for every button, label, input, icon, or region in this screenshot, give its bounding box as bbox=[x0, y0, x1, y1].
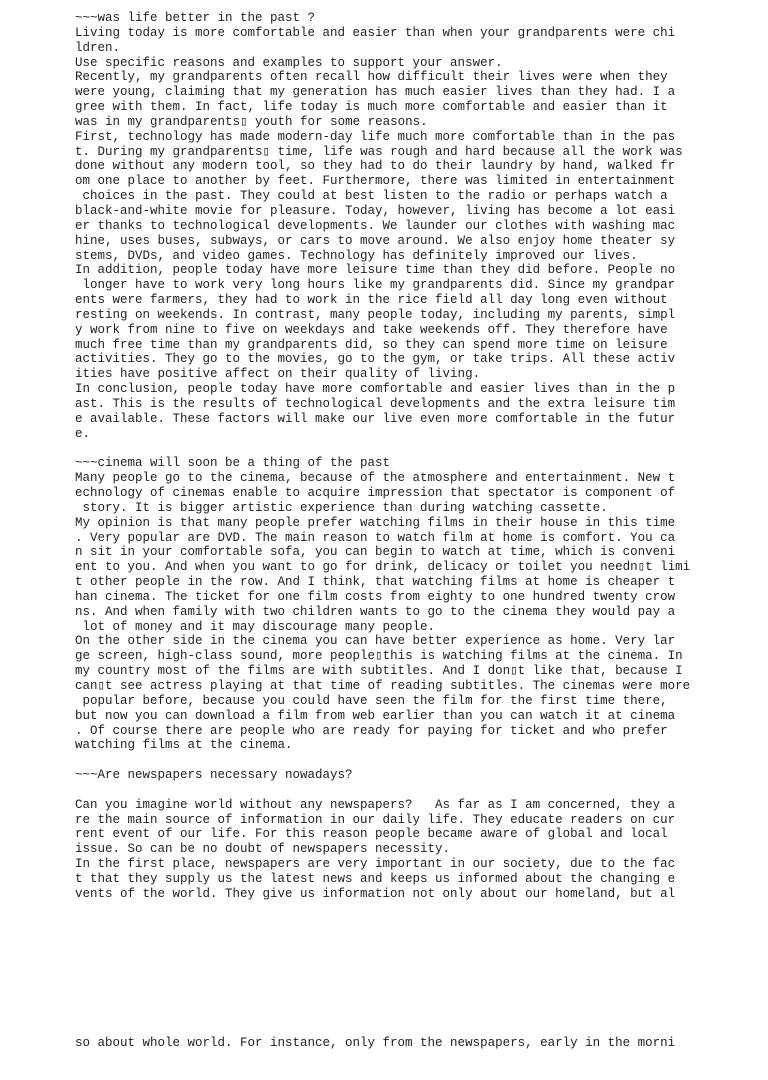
text-line: In addition, people today have more leisure time than they did before. People no bbox=[75, 263, 676, 278]
text-line: In conclusion, people today have more comfortable and easier lives than in the p bbox=[75, 382, 676, 397]
text-line: e available. These factors will make our live even more comfortable in the futur bbox=[75, 411, 676, 426]
text-line bbox=[75, 753, 755, 768]
text-line: gree with them. In fact, life today is much more comfortable and easier than it bbox=[75, 100, 668, 115]
text-line: hine, uses buses, subways, or cars to move around. We also enjoy home theater sy bbox=[75, 233, 676, 248]
text-line: done without any modern tool, so they had to do their laundry by hand, walked fr bbox=[75, 159, 676, 174]
text-line: n sit in your comfortable sofa, you can begin to watch at time, which is conveni bbox=[75, 545, 676, 560]
text-line: t that they supply us the latest news and keeps us informed about the changing e bbox=[75, 871, 676, 886]
text-line: . Of course there are people who are ready for paying for ticket and who prefer bbox=[75, 723, 668, 738]
text-line: . Very popular are DVD. The main reason to watch film at home is comfort. You ca bbox=[75, 530, 676, 545]
text-line: e. bbox=[75, 426, 91, 441]
text-line: popular before, because you could have seen the film for the first time there, bbox=[75, 693, 668, 708]
text-line: ents were farmers, they had to work in the rice field all day long even without bbox=[75, 293, 668, 308]
text-line: han cinema. The ticket for one film costs from eighty to one hundred twenty crow bbox=[75, 589, 676, 604]
text-line: t. During my grandparents▯ time, life was rough and hard because all the work was bbox=[75, 144, 683, 159]
text-line: vents of the world. They give us information not only about our homeland, but al bbox=[75, 886, 676, 901]
text-line: y work from nine to five on weekdays and take weekends off. They therefore have bbox=[75, 322, 668, 337]
text-line: In the first place, newspapers are very important in our society, due to the fac bbox=[75, 857, 676, 872]
text-line: my country most of the films are with subtitles. And I don▯t like that, because I bbox=[75, 664, 683, 679]
text-line: activities. They go to the movies, go to the gym, or take trips. All these activ bbox=[75, 352, 676, 367]
text-line: issue. So can be no doubt of newspapers necessity. bbox=[75, 842, 451, 857]
document-text bbox=[75, 11, 755, 902]
text-line: re the main source of information in our daily life. They educate readers on cur bbox=[75, 812, 676, 827]
text-line: ities have positive affect on their quality of living. bbox=[75, 367, 481, 382]
text-line: story. It is bigger artistic experience than during watching cassette. bbox=[75, 500, 608, 515]
text-line: can▯t see actress playing at that time of reading subtitles. The cinemas were more bbox=[75, 678, 691, 693]
text-line: t other people in the row. And I think, that watching films at home is cheaper t bbox=[75, 575, 676, 590]
text-line: My opinion is that many people prefer watching films in their house in this time bbox=[75, 515, 676, 530]
text-line: On the other side in the cinema you can have better experience as home. Very lar bbox=[75, 634, 676, 649]
text-line bbox=[75, 441, 755, 456]
text-line: stems, DVDs, and video games. Technology has definitely improved our lives. bbox=[75, 248, 638, 263]
text-line: watching films at the cinema. bbox=[75, 738, 293, 753]
text-line: ~~~was life better in the past ? bbox=[75, 11, 316, 25]
text-line bbox=[75, 783, 755, 798]
text-line: Use specific reasons and examples to support your answer. bbox=[75, 55, 503, 70]
text-line: Recently, my grandparents often recall how difficult their lives were when they bbox=[75, 70, 668, 85]
text-line: was in my grandparents▯ youth for some reasons. bbox=[75, 114, 428, 129]
text-line: longer have to work very long hours like my grandparents did. Since my grandpar bbox=[75, 278, 676, 293]
text-line: rent event of our life. For this reason people became aware of global and local bbox=[75, 827, 668, 842]
text-line: were young, claiming that my generation has much easier lives than they had. I a bbox=[75, 85, 676, 100]
text-line: er thanks to technological developments. We launder our clothes with washing mac bbox=[75, 218, 676, 233]
text-line: ldren. bbox=[75, 40, 121, 55]
text-line: ~~~Are newspapers necessary nowadays? bbox=[75, 768, 353, 783]
text-line: resting on weekends. In contrast, many people today, including my parents, simpl bbox=[75, 307, 676, 322]
text-line: Living today is more comfortable and easier than when your grandparents were chi bbox=[75, 25, 676, 40]
text-line: ast. This is the results of technological developments and the extra leisure tim bbox=[75, 396, 676, 411]
text-line: First, technology has made modern-day life much more comfortable than in the pas bbox=[75, 129, 676, 144]
text-line: ~~~cinema will soon be a thing of the past bbox=[75, 456, 391, 471]
text-line: much free time than my grandparents did, so they can spend more time on leisure bbox=[75, 337, 668, 352]
text-line: ent to you. And when you want to go for drink, delicacy or toilet you needn▯t limi bbox=[75, 560, 691, 575]
text-line: ns. And when family with two children wants to go to the cinema they would pay a bbox=[75, 604, 676, 619]
text-line: Can you imagine world without any newspapers? As far as I am concerned, they a bbox=[75, 797, 676, 812]
text-line: ge screen, high-class sound, more people▯this is watching films at the cinema. In bbox=[75, 649, 683, 664]
document-continuation-line bbox=[75, 1006, 755, 1080]
text-line: so about whole world. For instance, only from the newspapers, early in the morni bbox=[75, 1035, 676, 1050]
text-line: black-and-white movie for pleasure. Today, however, living has become a lot easi bbox=[75, 203, 676, 218]
text-line: echnology of cinemas enable to acquire impression that spectator is component of bbox=[75, 486, 676, 500]
text-line: but now you can download a film from web earlier than you can watch it at cinema bbox=[75, 708, 676, 723]
text-line: choices in the past. They could at best listen to the radio or perhaps watch a bbox=[75, 189, 668, 204]
text-line: Many people go to the cinema, because of the atmosphere and entertainment. New t bbox=[75, 471, 676, 486]
text-line: lot of money and it may discourage many people. bbox=[75, 619, 436, 634]
text-line: om one place to another by feet. Furthermore, there was limited in entertainment bbox=[75, 174, 676, 189]
